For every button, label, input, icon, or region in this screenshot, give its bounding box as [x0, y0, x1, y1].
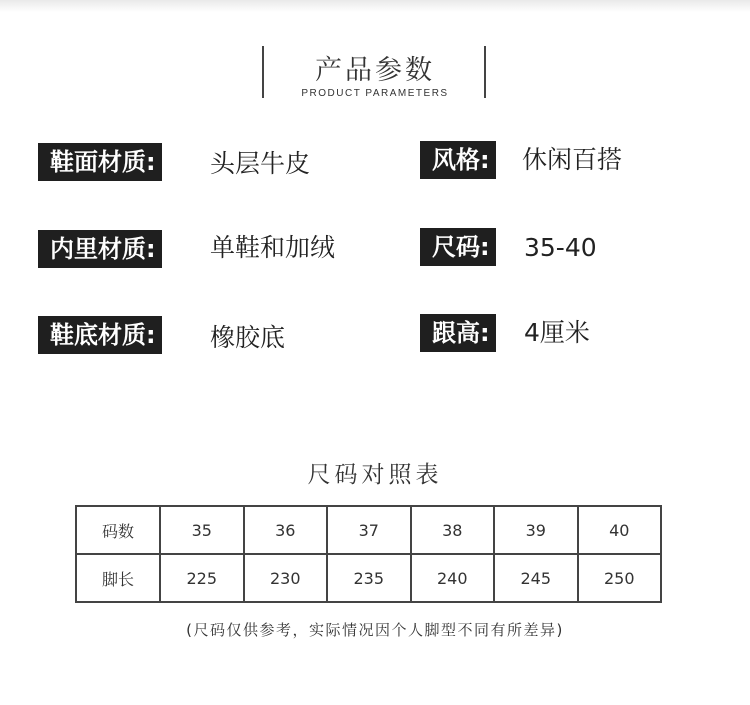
- param-label-heel-height: 跟高:: [420, 314, 496, 352]
- table-cell: 35: [160, 506, 244, 554]
- table-row: [76, 554, 661, 602]
- table-cell: 37: [327, 506, 411, 554]
- param-label-upper-material: 鞋面材质:: [38, 143, 162, 181]
- page-title: 产品参数: [315, 55, 435, 86]
- table-cell: 36: [244, 506, 328, 554]
- param-label-size: 尺码:: [420, 228, 496, 266]
- table-cell: 245: [494, 554, 578, 602]
- table-cell: 230: [244, 554, 328, 602]
- param-value-upper-material: 头层牛皮: [210, 149, 311, 178]
- param-label-sole-material: 鞋底材质:: [38, 316, 162, 354]
- header-divider-right: [484, 46, 486, 98]
- table-cell: 39: [494, 506, 578, 554]
- table-cell: 225: [160, 554, 244, 602]
- param-value-sole-material: 橡胶底: [210, 323, 286, 352]
- table-cell: 235: [327, 554, 411, 602]
- page-subtitle: PRODUCT PARAMETERS: [301, 88, 449, 99]
- size-chart-note: (尺码仅供参考，实际情况因个人脚型不同有所差异): [186, 621, 564, 639]
- table-row: [76, 506, 661, 554]
- table-cell: 250: [578, 554, 662, 602]
- row-label-size: 码数: [76, 506, 160, 554]
- size-chart-table: [75, 505, 662, 603]
- param-label-lining-material: 内里材质:: [38, 230, 162, 268]
- param-value-style: 休闲百搭: [522, 145, 623, 174]
- param-value-lining-material: 单鞋和加绒: [210, 233, 336, 262]
- param-label-style: 风格:: [420, 141, 496, 179]
- param-value-size: 35-40: [524, 233, 597, 262]
- table-cell: 240: [411, 554, 495, 602]
- param-value-heel-height: 4厘米: [524, 318, 590, 347]
- section-header: [0, 38, 750, 108]
- size-chart-title: 尺码对照表: [307, 462, 443, 488]
- table-cell: 38: [411, 506, 495, 554]
- row-label-foot-length: 脚长: [76, 554, 160, 602]
- table-cell: 40: [578, 506, 662, 554]
- top-shade: [0, 0, 750, 12]
